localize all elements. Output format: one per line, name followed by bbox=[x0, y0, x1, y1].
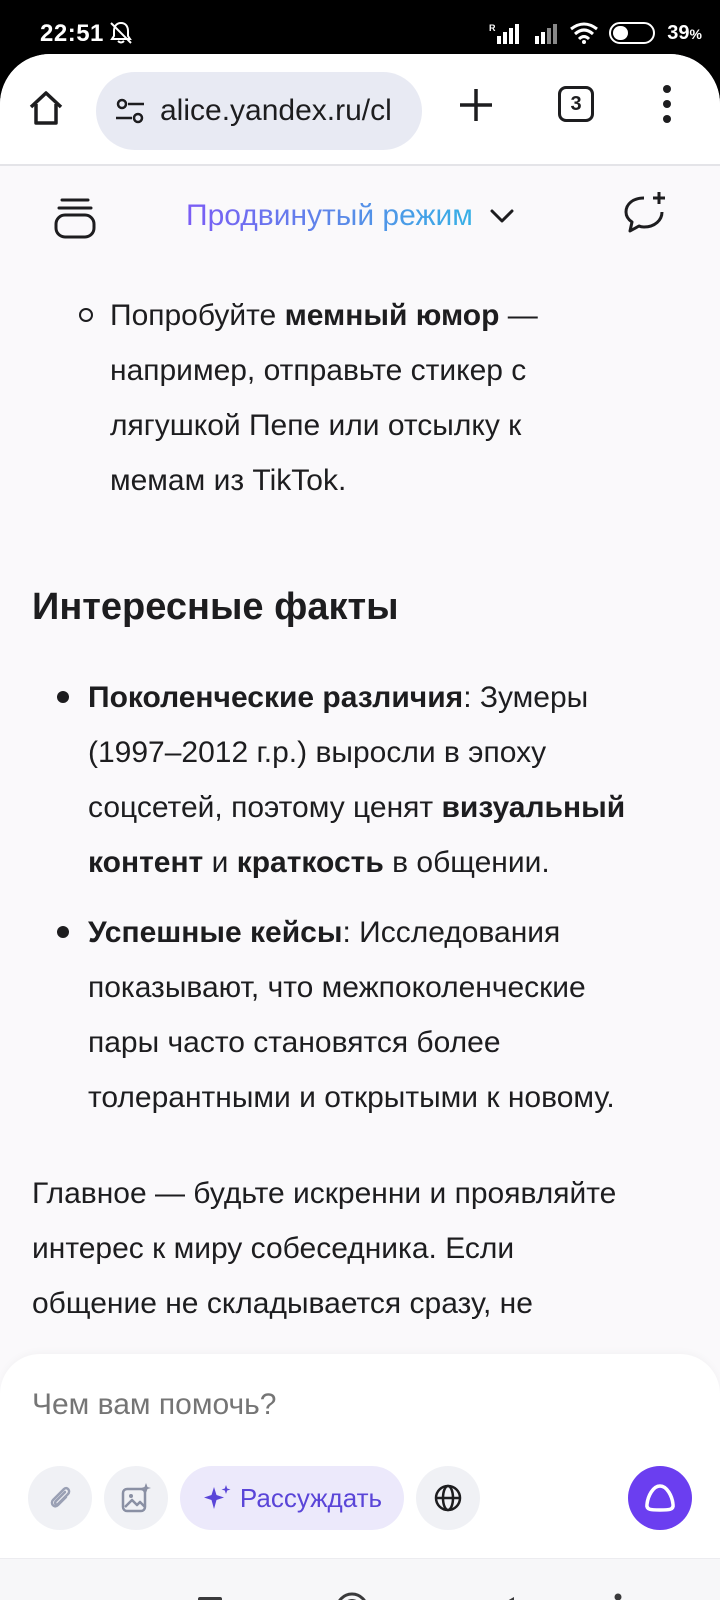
attach-button[interactable] bbox=[28, 1466, 92, 1530]
wifi-icon bbox=[569, 21, 599, 45]
status-time: 22:51 bbox=[40, 20, 104, 47]
list-item-line: пары часто становятся более bbox=[88, 1026, 501, 1059]
image-sparkle-icon bbox=[120, 1482, 152, 1514]
signal-icon bbox=[529, 22, 559, 44]
app-header bbox=[0, 166, 720, 276]
globe-icon bbox=[433, 1483, 463, 1513]
status-icons bbox=[489, 20, 702, 46]
recents-square-icon[interactable] bbox=[192, 1591, 228, 1600]
list-item bbox=[88, 905, 678, 1125]
mode-selector[interactable] bbox=[186, 196, 515, 236]
image-generate-button[interactable] bbox=[104, 1466, 168, 1530]
status-bar bbox=[0, 0, 720, 62]
signal-icon bbox=[489, 22, 519, 44]
battery-icon bbox=[609, 22, 657, 44]
alice-icon bbox=[642, 1480, 678, 1516]
bullet-dot bbox=[57, 691, 69, 703]
chevron-down-icon bbox=[489, 207, 515, 225]
list-item-line: лягушкой Пепе или отсылку к bbox=[110, 409, 522, 442]
back-triangle-icon[interactable] bbox=[486, 1591, 522, 1600]
list-item-line: Поколенческие различия: Зумеры bbox=[88, 681, 589, 714]
list-item-line: Попробуйте мемный юмор — bbox=[110, 299, 538, 332]
list-item bbox=[88, 670, 678, 890]
sparkle-icon bbox=[202, 1483, 232, 1513]
list-item bbox=[110, 288, 670, 508]
bullet-dot bbox=[57, 926, 69, 938]
list-item-line: (1997–2012 г.р.) выросли в эпоху bbox=[88, 736, 547, 769]
browser-toolbar bbox=[0, 54, 720, 166]
home-icon[interactable] bbox=[26, 88, 66, 128]
alice-voice-button[interactable] bbox=[628, 1466, 692, 1530]
paragraph-line: интерес к миру собеседника. Если bbox=[32, 1232, 515, 1265]
list-item-line: например, отправьте стикер с bbox=[110, 354, 527, 387]
closing-paragraph bbox=[32, 1166, 672, 1331]
more-vertical-icon[interactable] bbox=[660, 84, 674, 124]
list-item-line: показывают, что межпоколенческие bbox=[88, 971, 586, 1004]
list-item-line: контент и краткость в общении. bbox=[88, 846, 550, 879]
section-heading: Интересные факты bbox=[32, 586, 399, 628]
address-bar[interactable] bbox=[96, 72, 422, 150]
message-composer bbox=[0, 1354, 720, 1558]
message-input[interactable] bbox=[32, 1388, 592, 1422]
paragraph-line: общение не складывается сразу, не bbox=[32, 1287, 533, 1320]
list-item-line: толерантными и открытыми к новому. bbox=[88, 1081, 615, 1114]
system-nav-bar bbox=[0, 1558, 720, 1600]
tab-switcher-button[interactable]: 3 bbox=[558, 86, 594, 122]
list-item-line: соцсетей, поэтому ценят визуальный bbox=[88, 791, 626, 824]
list-item-line: мемам из TikTok. bbox=[110, 464, 347, 497]
mute-bell-icon bbox=[108, 20, 134, 46]
accessibility-icon[interactable] bbox=[600, 1591, 636, 1600]
reasoning-button[interactable] bbox=[180, 1466, 404, 1530]
history-icon[interactable] bbox=[54, 194, 96, 240]
new-chat-icon[interactable] bbox=[622, 190, 668, 236]
svg-text:R: R bbox=[489, 23, 496, 33]
plus-icon[interactable] bbox=[458, 87, 494, 123]
mode-label: Продвинутый режим bbox=[186, 199, 473, 232]
paragraph-line: Главное — будьте искренни и проявляйте bbox=[32, 1177, 617, 1210]
list-item-line: Успешные кейсы: Исследования bbox=[88, 916, 561, 949]
url-text: alice.yandex.ru/cl bbox=[160, 94, 392, 127]
home-circle-icon[interactable] bbox=[334, 1591, 370, 1600]
bullet-circle bbox=[79, 308, 93, 322]
site-settings-icon[interactable] bbox=[114, 96, 146, 126]
reasoning-label: Рассуждать bbox=[239, 1482, 383, 1513]
battery-percent: 39% bbox=[667, 21, 702, 44]
browser-window bbox=[0, 54, 720, 1600]
web-search-button[interactable] bbox=[416, 1466, 480, 1530]
paperclip-icon bbox=[45, 1483, 75, 1513]
